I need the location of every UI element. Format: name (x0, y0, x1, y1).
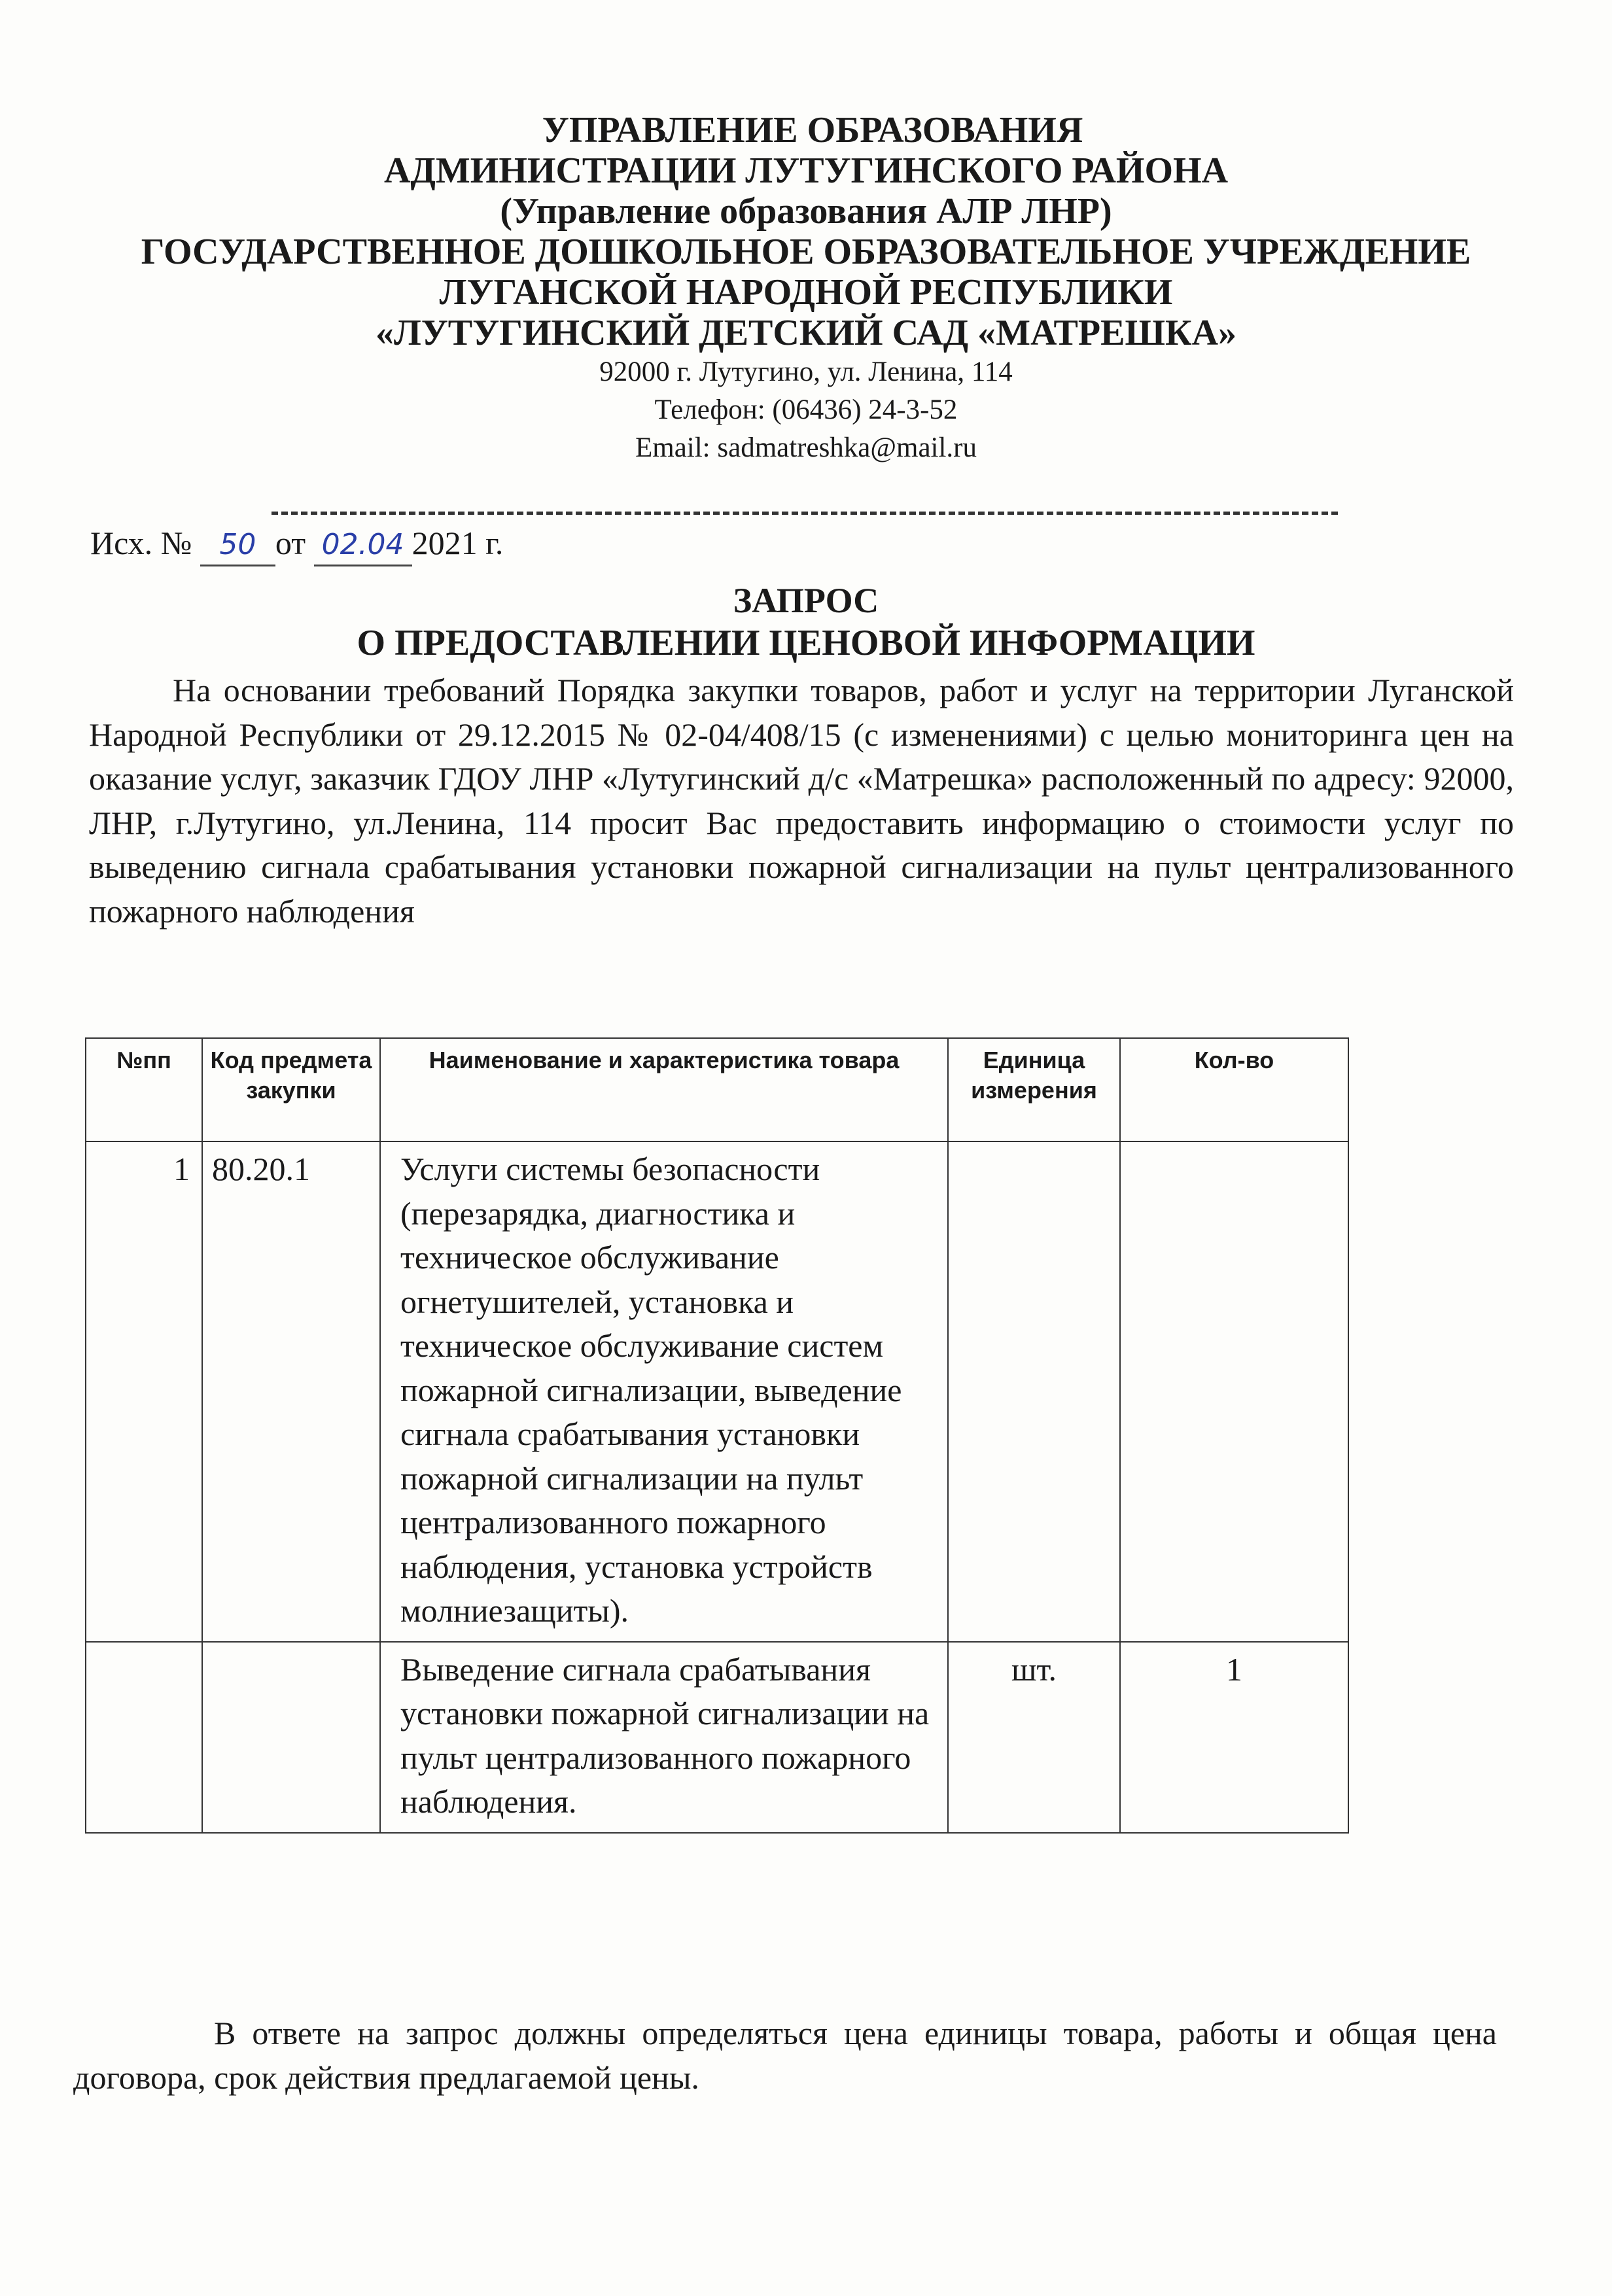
header-num: №пп (86, 1038, 202, 1141)
request-paragraph-text: На основании требований Порядка закупки товаров, работ и услуг на территории Луганской Народной Республики от 29.12.2015 № 02-04/408/15 (с изменениями) с целью мониторинга цен на оказание услуг, заказчик ГДОУ ЛНР «Лутугинский д/с «Матрешка» расположенный по адресу: 92000, ЛНР, г.Лутугино, ул.Ленина, 114 просит Вас предоставить информацию о стоимости услуг по выведению сигнала срабатывания установки пожарной сигнализации на пульт централизованного пожарного наблюдения (89, 672, 1514, 930)
header-line-1: УПРАВЛЕНИЕ ОБРАЗОВАНИЯ (542, 110, 1083, 150)
document-title: ЗАПРОС (733, 581, 879, 620)
header-line-5: ЛУГАНСКОЙ НАРОДНОЙ РЕСПУБЛИКИ (439, 272, 1173, 313)
row-num (86, 1642, 202, 1833)
row-name: Услуги системы безопасности (перезарядка, диагностика и техническое обслуживание огнетушителей, установка и техническое обслуживание систем пожарной сигнализации, выведение сигнала срабатывания установки пожарной сигнализации на пульт централизованного пожарного наблюдения, установка устройств молниезащиты). (380, 1141, 948, 1642)
outgoing-from-label: от (275, 525, 306, 561)
row-code (202, 1642, 380, 1833)
row-unit: шт. (948, 1642, 1120, 1833)
header-qty: Кол-во (1120, 1038, 1348, 1141)
response-requirements-text: В ответе на запрос должны определяться цена единицы товара, работы и общая цена договора, срок действия предлагаемой цены. (73, 2015, 1497, 2096)
response-requirements (73, 2011, 1497, 2100)
items-table (85, 1037, 1349, 1834)
row-qty (1120, 1141, 1348, 1642)
letterhead (0, 110, 1612, 467)
header-code: Код предмета закупки (202, 1038, 380, 1141)
header-line-2: АДМИНИСТРАЦИИ ЛУТУГИНСКОГО РАЙОНА (383, 150, 1229, 191)
table-row (86, 1642, 1348, 1833)
row-qty: 1 (1120, 1642, 1348, 1833)
row-unit (948, 1141, 1120, 1642)
header-phone: Телефон: (06436) 24-3-52 (654, 394, 958, 425)
request-paragraph (89, 669, 1514, 933)
header-unit: Единица измерения (948, 1038, 1120, 1141)
outgoing-prefix: Исх. № (90, 525, 192, 561)
row-num: 1 (86, 1141, 202, 1642)
header-line-3: (Управление образования АЛР ЛНР) (500, 191, 1112, 232)
table-header-row (86, 1038, 1348, 1141)
header-divider (272, 512, 1338, 515)
header-name: Наименование и характеристика товара (380, 1038, 948, 1141)
header-line-4: ГОСУДАРСТВЕННОЕ ДОШКОЛЬНОЕ ОБРАЗОВАТЕЛЬНОЕ УЧРЕЖДЕНИЕ (141, 232, 1471, 272)
header-address: 92000 г. Лутугино, ул. Ленина, 114 (599, 357, 1013, 387)
table-row (86, 1141, 1348, 1642)
header-email: Email: sadmatreshka@mail.ru (635, 432, 977, 463)
row-code: 80.20.1 (202, 1141, 380, 1642)
outgoing-year: 2021 г. (412, 525, 504, 561)
header-line-6: «ЛУТУГИНСКИЙ ДЕТСКИЙ САД «МАТРЕШКА» (375, 313, 1237, 353)
document-subtitle: О ПРЕДОСТАВЛЕНИИ ЦЕНОВОЙ ИНФОРМАЦИИ (357, 623, 1255, 663)
row-name: Выведение сигнала срабатывания установки пожарной сигнализации на пульт централизованного пожарного наблюдения. (380, 1642, 948, 1833)
outgoing-date: 02.04 (314, 525, 412, 566)
outgoing-number: 50 (200, 525, 275, 566)
outgoing-reference (90, 523, 503, 566)
